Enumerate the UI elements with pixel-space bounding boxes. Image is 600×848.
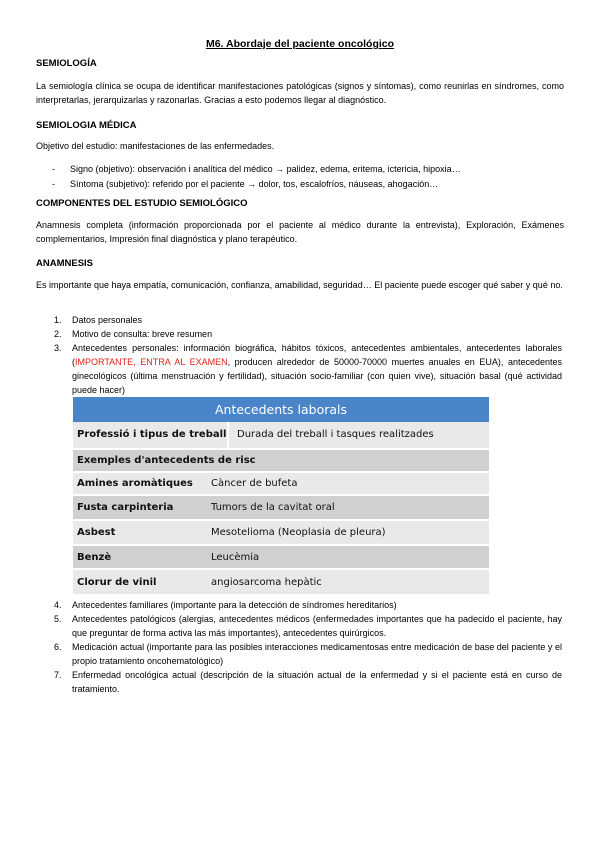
document-title: M6. Abordaje del paciente oncológico [205, 38, 395, 50]
col1-header: Professió i tipus de treball [77, 429, 227, 440]
table-row [73, 422, 489, 448]
item3-before: Antecedentes personales: información biográfica, hábitos tóxicos, antecedentes ambientales, antecedentes laborales ( [72, 343, 562, 367]
cell-risk: Leucèmia [211, 552, 260, 563]
paragraph-objetivo: Objetivo del estudio: manifestaciones de las enfermedades. [36, 141, 275, 151]
col2-header: Durada del treball i tasques realitzades [237, 429, 434, 440]
cell-profession: Asbest [77, 527, 116, 538]
cell-profession: Clorur de vinil [77, 577, 157, 588]
list-text: Datos personales [72, 315, 143, 325]
bullet-sintoma-text: Síntoma (subjetivo): referido por el paciente → dolor, tos, escalofríos, náuseas, ahogación… [70, 179, 439, 189]
table-row [73, 521, 489, 544]
list-number: 6. [54, 642, 62, 652]
cell-profession: Benzè [77, 552, 112, 563]
list-number: 4. [54, 600, 62, 610]
paragraph-componentes: Anamnesis completa (información proporcionada por el paciente al médico durante la entrevista), Exploración, Exámenes complementarios, Impresión final diagnóstica y plano terapéutico. [36, 220, 564, 244]
bullet-signo: - Signo (objetivo): observación i analítica del médico → palidez, edema, eritema, ictericia, hipoxia… [52, 164, 461, 174]
paragraph-semiologia: La semiología clínica se ocupa de identificar manifestaciones patológicas (signos y síntomas), como reunirlas en síndromes, como interpretarlas, jerarquizarlas y razonarlas. Gracias a esto podemos llegar al diagnóstico. [36, 81, 564, 105]
cell-risk: Mesotelioma (Neoplasia de pleura) [211, 527, 386, 538]
table-header: Antecedents laborals [73, 397, 489, 422]
heading-semiologia: SEMIOLOGÍA [36, 58, 97, 69]
list-text: Motivo de consulta: breve resumen [72, 329, 213, 339]
table-row [73, 570, 489, 594]
section-label: Exemples d'antecedents de risc [77, 455, 256, 466]
list-number: 1. [54, 315, 62, 325]
list-number: 3. [54, 343, 62, 353]
list-number: 5. [54, 614, 62, 624]
cell-risk: Càncer de bufeta [211, 478, 298, 489]
bullet-signo-text: Signo (objetivo): observación i analítica del médico → palidez, edema, eritema, ictericia, hipoxia… [70, 164, 461, 174]
list-number: 2. [54, 329, 62, 339]
list-text: Antecedentes familiares (importante para la detección de síndromes hereditarios) [72, 600, 397, 610]
table-section-row [73, 450, 489, 471]
table-row [73, 473, 489, 494]
important-highlight: IMPORTANTE, ENTRA AL EXAMEN [75, 357, 228, 367]
paragraph-anamnesis: Es importante que haya empatía, comunicación, confianza, amabilidad, seguridad… El paciente puede escoger qué saber y qué no. [36, 280, 563, 290]
list-text: Enfermedad oncológica actual (descripción de la situación actual de la enfermedad y si el paciente está en curso de tratamiento. [72, 670, 562, 694]
item3-after: , producen alrededor de 50000-70000 muertes anuales en EUA), antecedentes ginecológicos (última menstruación y fertilidad), situación socio-familiar (con quien vive), situación basal (qué actividad puede hacer) [72, 357, 562, 395]
list-text: Medicación actual (importante para las posibles interacciones medicamentosas entre medicación de base del paciente y el propio tratamiento oncohematológico) [72, 642, 562, 666]
heading-componentes: COMPONENTES DEL ESTUDIO SEMIOLÓGICO [36, 198, 248, 209]
bullet-sintoma: - Síntoma (subjetivo): referido por el paciente → dolor, tos, escalofríos, náuseas, ahogación… [52, 179, 439, 189]
cell-profession: Amines aromàtiques [77, 478, 193, 489]
list-text [72, 341, 562, 397]
list-text: Antecedentes patológicos (alergias, antecedentes médicos (enfermedades importantes que ha padecido el paciente, hay que preguntar de forma activa las más importantes), antecedentes quirúrgicos. [72, 614, 562, 638]
cell-risk: Tumors de la cavitat oral [211, 502, 335, 513]
heading-semiologia-medica: SEMIOLOGIA MÉDICA [36, 120, 137, 131]
cell-risk: angiosarcoma hepàtic [211, 577, 322, 588]
cell-profession: Fusta carpinteria [77, 502, 174, 513]
table-row [73, 546, 489, 568]
heading-anamnesis: ANAMNESIS [36, 258, 94, 269]
table-row [73, 496, 489, 519]
antecedents-laborals-table [73, 397, 489, 594]
list-number: 7. [54, 670, 62, 680]
